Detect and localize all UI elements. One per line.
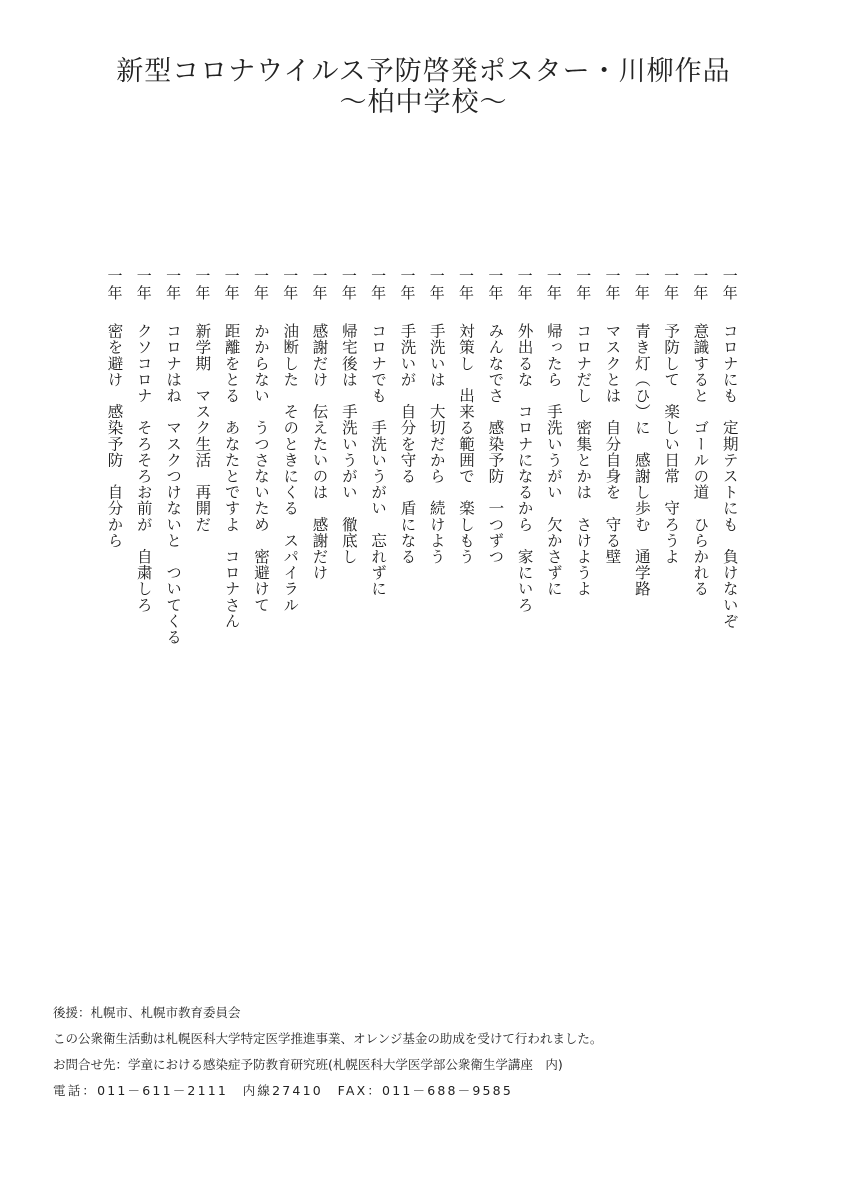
senryu-entry — [451, 268, 480, 688]
senryu-entry — [363, 268, 392, 688]
senryu-entry — [305, 268, 334, 688]
poem-grade: 一年 — [457, 268, 476, 302]
senryu-entry — [627, 268, 656, 688]
senryu-entry — [685, 268, 714, 688]
poem-text: 外出るな コロナになるから 家にいろ — [515, 323, 534, 613]
poem-text: 密を避け 感染予防 自分から — [105, 323, 124, 549]
poem-text: クソコロナ そろそろお前が 自粛しろ — [134, 323, 153, 613]
poem-grade: 一年 — [398, 268, 417, 302]
poem-grade: 一年 — [662, 268, 681, 302]
poem-grade: 一年 — [632, 268, 651, 302]
senryu-entry — [158, 268, 187, 688]
poem-grade: 一年 — [691, 268, 710, 302]
title-main: 新型コロナウイルス予防啓発ポスター・川柳作品 — [116, 56, 731, 87]
contact-info: お問合せ先：学童における感染症予防教育研究班(札幌医科大学医学部公衆衛生学講座 内) — [53, 1057, 563, 1072]
senryu-entry — [480, 268, 509, 688]
senryu-entry — [715, 268, 744, 688]
poem-text: コロナでも 手洗いうがい 忘れずに — [369, 323, 388, 597]
poem-text: コロナだし 密集とかは さけようよ — [574, 323, 593, 597]
senryu-entry — [129, 268, 158, 688]
poem-text: 予防して 楽しい日常 守ろうよ — [662, 323, 681, 565]
poem-text: 青き灯（ひ）に 感謝し歩む 通学路 — [632, 323, 651, 597]
poem-text: 距離をとる あなたとですよ コロナさん — [222, 323, 241, 629]
poem-grade: 一年 — [486, 268, 505, 302]
poem-grade: 一年 — [369, 268, 388, 302]
title-school: ～柏中学校～ — [339, 87, 508, 118]
poem-grade: 一年 — [603, 268, 622, 302]
poem-text: 油断した そのときにくる スパイラル — [281, 323, 300, 613]
funding-notice: この公衆衛生活動は札幌医科大学特定医学推進事業、オレンジ基金の助成を受けて行われました。 — [53, 1031, 603, 1046]
senryu-entry — [246, 268, 275, 688]
senryu-entry — [217, 268, 246, 688]
poem-grade: 一年 — [574, 268, 593, 302]
poem-text: かからない うつさないため 密避けて — [251, 323, 270, 613]
poem-text: 手洗いは 大切だから 続けよう — [427, 323, 446, 565]
poem-grade: 一年 — [515, 268, 534, 302]
poem-grade: 一年 — [193, 268, 212, 302]
poem-grade: 一年 — [544, 268, 563, 302]
senryu-entry — [99, 268, 128, 688]
poem-grade: 一年 — [427, 268, 446, 302]
senryu-entry — [422, 268, 451, 688]
poem-grade: 一年 — [720, 268, 739, 302]
poem-grade: 一年 — [134, 268, 153, 302]
poem-text: 対策し 出来る範囲で 楽しもう — [457, 323, 476, 565]
poem-grade: 一年 — [310, 268, 329, 302]
senryu-entry — [334, 268, 363, 688]
support-credit: 後援：札幌市、札幌市教育委員会 — [53, 1005, 241, 1020]
footer-credits — [53, 1004, 602, 1108]
poem-text: みんなでさ 感染予防 一つずつ — [486, 323, 505, 565]
senryu-entry — [275, 268, 304, 688]
senryu-entry — [510, 268, 539, 688]
senryu-entry — [539, 268, 568, 688]
poem-text: マスクとは 自分自身を 守る壁 — [603, 323, 622, 565]
senryu-entry — [598, 268, 627, 688]
senryu-entry — [187, 268, 216, 688]
senryu-columns — [104, 268, 744, 688]
poem-text: 新学期 マスク生活 再開だ — [193, 323, 212, 533]
poem-text: 帰宅後は 手洗いうがい 徹底し — [339, 323, 358, 565]
poem-grade: 一年 — [281, 268, 300, 302]
poem-text: 手洗いが 自分を守る 盾になる — [398, 323, 417, 565]
poem-text: 帰ったら 手洗いうがい 欠かさずに — [544, 323, 563, 597]
poem-grade: 一年 — [251, 268, 270, 302]
senryu-entry — [392, 268, 421, 688]
poem-text: コロナはね マスクつけないと ついてくる — [164, 323, 183, 645]
senryu-entry — [568, 268, 597, 688]
poem-grade: 一年 — [105, 268, 124, 302]
poster-title — [0, 56, 847, 118]
poem-text: 意識すると ゴールの道 ひらかれる — [691, 323, 710, 597]
poem-grade: 一年 — [222, 268, 241, 302]
poem-text: 感謝だけ 伝えたいのは 感謝だけ — [310, 323, 329, 581]
phone-numbers: 電話：011－611－2111 内線27410 FAX：011－688－9585 — [53, 1083, 513, 1098]
poem-grade: 一年 — [164, 268, 183, 302]
poem-text: コロナにも 定期テストにも 負けないぞ — [720, 323, 739, 629]
poem-grade: 一年 — [339, 268, 358, 302]
senryu-entry — [656, 268, 685, 688]
